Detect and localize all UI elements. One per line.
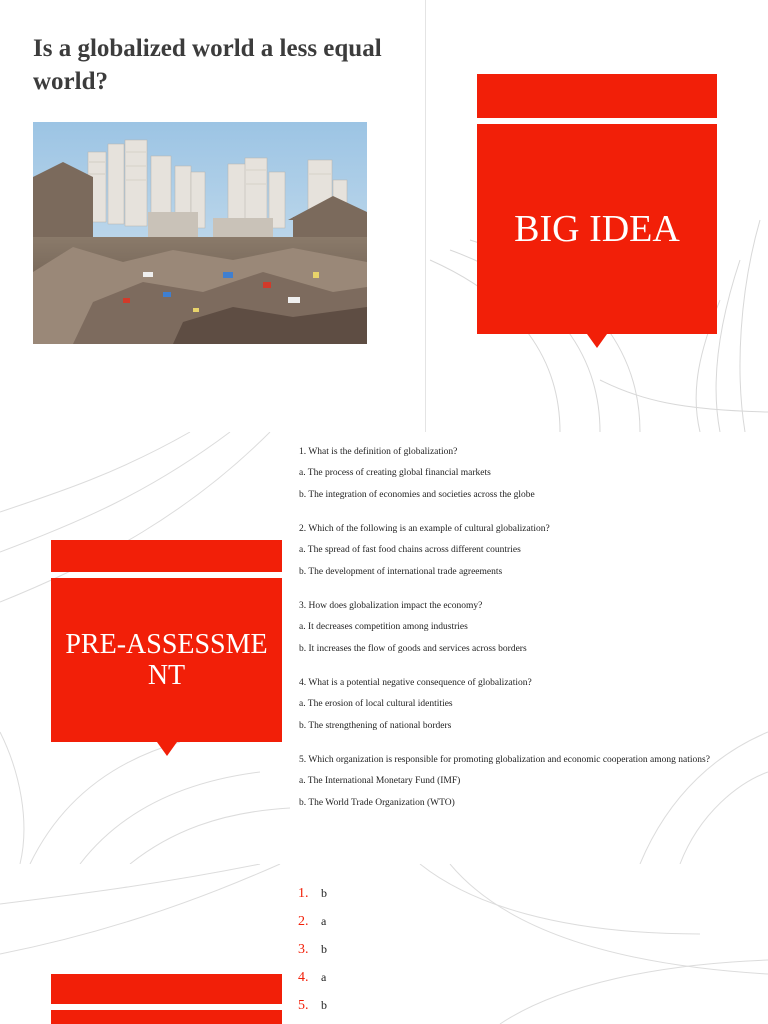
question-item [299, 754, 749, 810]
callout-pointer [157, 742, 177, 756]
answer-row [298, 970, 327, 998]
answer-row [298, 942, 327, 970]
answer-value: b [321, 886, 327, 900]
big-idea-label: BIG IDEA [514, 208, 680, 250]
answer-option: b. The development of international trade agreements [299, 567, 503, 577]
demolition-photo [33, 122, 367, 344]
answer-value: b [321, 998, 327, 1012]
question-stem: 1. What is the definition of globalization? [299, 447, 458, 457]
question-stem: 3. How does globalization impact the economy? [299, 601, 483, 611]
answer-key-callout [51, 1010, 282, 1024]
answer-value: b [321, 942, 327, 956]
question-item [299, 600, 749, 656]
question-list [299, 446, 749, 831]
answer-option: a. The International Monetary Fund (IMF) [299, 776, 461, 786]
answer-option: a. The process of creating global financial markets [299, 468, 491, 478]
callout-top-bar [477, 74, 717, 118]
answer-row [298, 914, 327, 942]
slide-pre-assessment [0, 432, 768, 864]
answer-option: b. It increases the flow of goods and services across borders [299, 644, 527, 654]
answer-option: b. The World Trade Organization (WTO) [299, 798, 455, 808]
answer-option: a. The erosion of local cultural identities [299, 699, 453, 709]
pre-assessment-label: PRE-ASSESSMENT [65, 629, 268, 691]
answer-number: 4. [298, 970, 309, 985]
question-item [299, 446, 749, 502]
answer-option: b. The strengthening of national borders [299, 721, 452, 731]
answer-option: b. The integration of economies and societies across the globe [299, 490, 535, 500]
answer-number: 5. [298, 998, 309, 1013]
big-idea-callout [477, 124, 717, 334]
callout-pointer [587, 334, 607, 348]
answer-number: 1. [298, 886, 309, 901]
slide-title-text: Is a globalized world a less equal world? [33, 35, 382, 95]
callout-top-bar [51, 974, 282, 1004]
answer-number: 3. [298, 942, 309, 957]
answer-row [298, 886, 327, 914]
question-stem: 4. What is a potential negative consequence of globalization? [299, 678, 532, 688]
slide-title [0, 0, 768, 432]
question-item [299, 523, 749, 579]
question-stem: 2. Which of the following is an example of cultural globalization? [299, 524, 550, 534]
answer-number: 2. [298, 914, 309, 929]
slide-answer-key [0, 864, 768, 1024]
answer-option: a. The spread of fast food chains across different countries [299, 545, 521, 555]
callout-top-bar [51, 540, 282, 572]
question-stem: 5. Which organization is responsible for promoting globalization and economic cooperation among nations? [299, 755, 710, 765]
question-item [299, 677, 749, 733]
answer-value: a [321, 914, 327, 928]
answer-row [298, 998, 327, 1024]
answer-key-list [298, 886, 327, 1024]
answer-value: a [321, 970, 327, 984]
pre-assessment-callout [51, 578, 282, 742]
answer-option: a. It decreases competition among industries [299, 622, 468, 632]
